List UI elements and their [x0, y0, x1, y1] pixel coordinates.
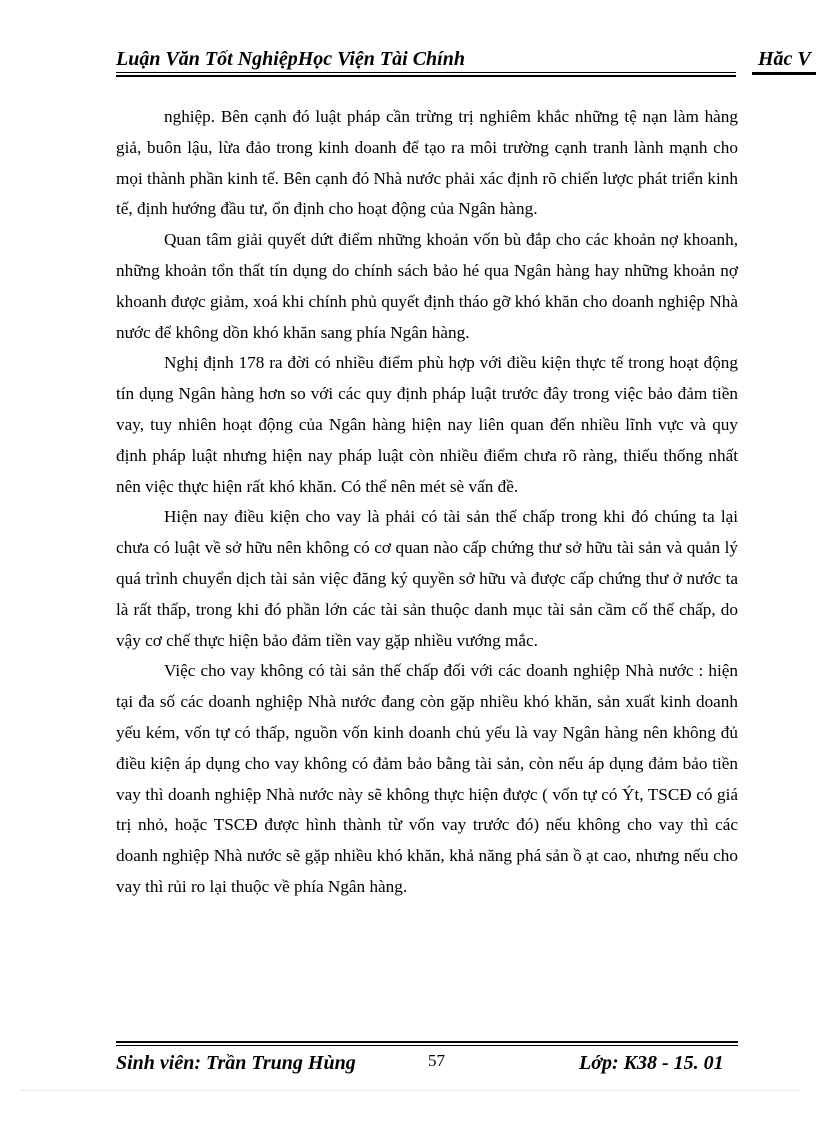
- header-right-text: Hăc V: [758, 48, 811, 70]
- header-rule-right: [752, 72, 816, 75]
- header-rule-thick: [116, 75, 736, 77]
- body-text: [116, 102, 738, 903]
- paragraph: Hiện nay điều kiện cho vay là phải có tài sản thế chấp trong khi đó chúng ta lại chưa có luật về sở hữu nên không có cơ quan nào cấp chứng thư sở hữu tài sản và quản lý quá trình chuyển dịch tài sản việc đăng ký quyền sở hữu và được cấp chứng thư ở nước ta là rất thấp, trong khi đó phần lớn các tài sản thuộc danh mục tài sản cầm cố thế chấp, do vậy cơ chế thực hiện bảo đảm tiền vay gặp nhiều vướng mắc.: [116, 507, 738, 650]
- footer-rule: [116, 1045, 738, 1046]
- paragraph: Nghị định 178 ra đời có nhiều điểm phù hợp với điều kiện thực tế trong hoạt động tín dụng Ngân hàng hơn so với các quy định pháp luật trước đây trong việc bảo đảm tiền vay, tuy nhiên hoạt động của Ngân hàng hiện nay liên quan đến nhiều lĩnh vực và quy định pháp luật nhưng hiện nay pháp luật còn nhiều điểm chưa rõ ràng, thiếu thống nhất nên việc thực hiện rất khó khăn. Có thể nên mét sè vấn đề.: [116, 353, 738, 496]
- footer-rule-thick: [116, 1041, 738, 1043]
- header-title: Luận Văn Tốt NghiệpHọc Viện Tài Chính: [116, 48, 465, 70]
- page-number: 57: [428, 1051, 445, 1070]
- page-edge-divider: [20, 1090, 800, 1091]
- paragraph: nghiệp. Bên cạnh đó luật pháp cần trừng trị nghiêm khắc những tệ nạn làm hàng giả, buôn lậu, lừa đảo trong kinh doanh để tạo ra môi trường cạnh tranh lành mạnh cho mọi thành phần kinh tế. Bên cạnh đó Nhà nước phải xác định rõ chiến lược phát triển kinh tế, định hướng đầu tư, ổn định cho hoạt động của Ngân hàng.: [116, 107, 738, 219]
- footer-student-name: Sinh viên: Trần Trung Hùng: [116, 1052, 356, 1074]
- header-rule: [116, 72, 736, 73]
- paragraph: Quan tâm giải quyết dứt điểm những khoản vốn bù đắp cho các khoản nợ khoanh, những khoản tổn thất tín dụng do chính sách bảo hé qua Ngân hàng hay những khoản nợ khoanh được giảm, xoá khi chính phủ quyết định tháo gỡ khó khăn cho doanh nghiệp Nhà nước để không dồn khó khăn sang phía Ngân hàng.: [116, 230, 738, 342]
- paragraph: Việc cho vay không có tài sản thế chấp đối với các doanh nghiệp Nhà nước : hiện tại đa số các doanh nghiệp Nhà nước đang còn gặp nhiều khó khăn, sản xuất kinh doanh yếu kém, vốn tự có thấp, nguồn vốn kinh doanh chủ yếu là vay Ngân hàng nên không đủ điều kiện áp dụng cho vay không có đảm bảo bằng tài sản, còn nếu áp dụng đảm bảo tiền vay thì doanh nghiệp Nhà nước này sẽ không thực hiện được ( vốn tự có Ýt, TSCĐ có giá trị nhỏ, hoặc TSCĐ được hình thành từ vốn vay trước đó) nếu không cho vay thì các doanh nghiệp Nhà nước sẽ gặp nhiều khó khăn, khả năng phá sản ồ ạt cao, nhưng nếu cho vay thì rủi ro lại thuộc về phía Ngân hàng.: [116, 661, 738, 896]
- footer-class: Lớp: K38 - 15. 01: [579, 1052, 724, 1074]
